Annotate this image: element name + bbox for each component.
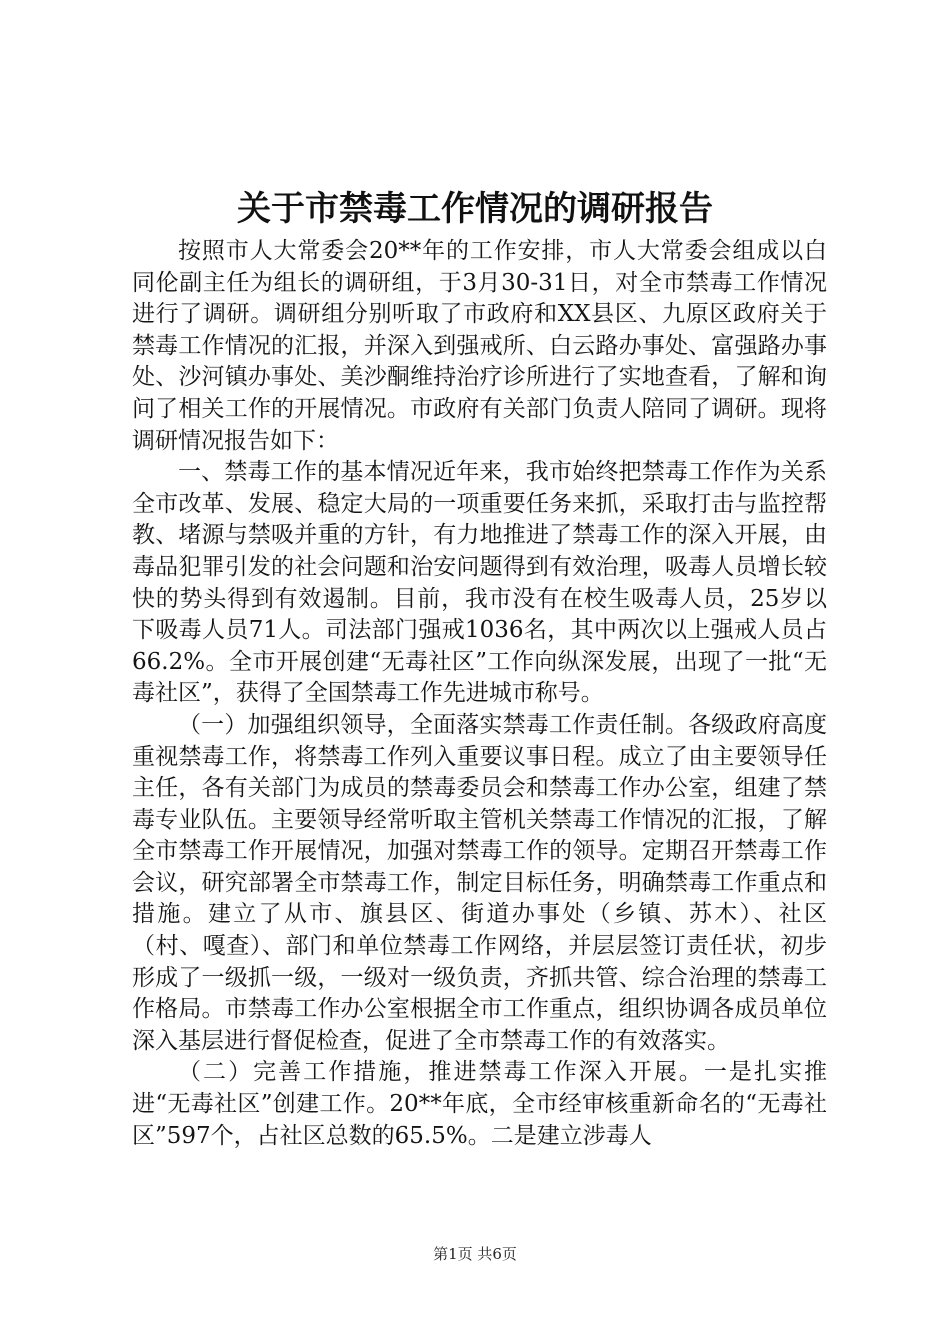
- paragraph-work-measures: （二）完善工作措施，推进禁毒工作深入开展。一是扎实推进“无毒社区”创建工作。20**年底，全市经审核重新命名的“无毒社区”597个，占社区总数的65.5%。二是建立涉毒人: [132, 1059, 827, 1149]
- page-number-footer: 第1页 共6页: [433, 1245, 517, 1263]
- paragraph-basic-situation: 一、禁毒工作的基本情况近年来，我市始终把禁毒工作作为关系全市改革、发展、稳定大局的一项重要任务来抓，采取打击与监控帮教、堵源与禁吸并重的方针，有力地推进了禁毒工作的深入开展，由毒品犯罪引发的社会问题和治安问题得到有效治理，吸毒人员增长较快的势头得到有效遏制。目前，我市没有在校生吸毒人员，25岁以下吸毒人员71人。司法部门强戒1036名，其中两次以上强戒人员占66.2%。全市开展创建“无毒社区”工作向纵深发展，出现了一批“无毒社区”，获得了全国禁毒工作先进城市称号。: [132, 459, 827, 707]
- paragraph-intro: 按照市人大常委会20**年的工作安排，市人大常委会组成以白同伦副主任为组长的调研组，于3月30-31日，对全市禁毒工作情况进行了调研。调研组分别听取了市政府和XX县区、九原区政府关于禁毒工作情况的汇报，并深入到强戒所、白云路办事处、富强路办事处、沙河镇办事处、美沙酮维持治疗诊所进行了实地查看，了解和询问了相关工作的开展情况。市政府有关部门负责人陪同了调研。现将调研情况报告如下：: [132, 238, 827, 454]
- document-title: 关于市禁毒工作情况的调研报告: [237, 189, 713, 229]
- paragraph-organization-leadership: （一）加强组织领导，全面落实禁毒工作责任制。各级政府高度重视禁毒工作，将禁毒工作列入重要议事日程。成立了由主要领导任主任，各有关部门为成员的禁毒委员会和禁毒工作办公室，组建了禁毒专业队伍。主要领导经常听取主管机关禁毒工作情况的汇报，了解全市禁毒工作开展情况，加强对禁毒工作的领导。定期召开禁毒工作会议，研究部署全市禁毒工作，制定目标任务，明确禁毒工作重点和措施。建立了从市、旗县区、街道办事处（乡镇、苏木）、社区（村、嘎查）、部门和单位禁毒工作网络，并层层签订责任状，初步形成了一级抓一级，一级对一级负责，齐抓共管、综合治理的禁毒工作格局。市禁毒工作办公室根据全市工作重点，组织协调各成员单位深入基层进行督促检查，促进了全市禁毒工作的有效落实。: [132, 711, 827, 1054]
- document-body: [132, 236, 827, 1152]
